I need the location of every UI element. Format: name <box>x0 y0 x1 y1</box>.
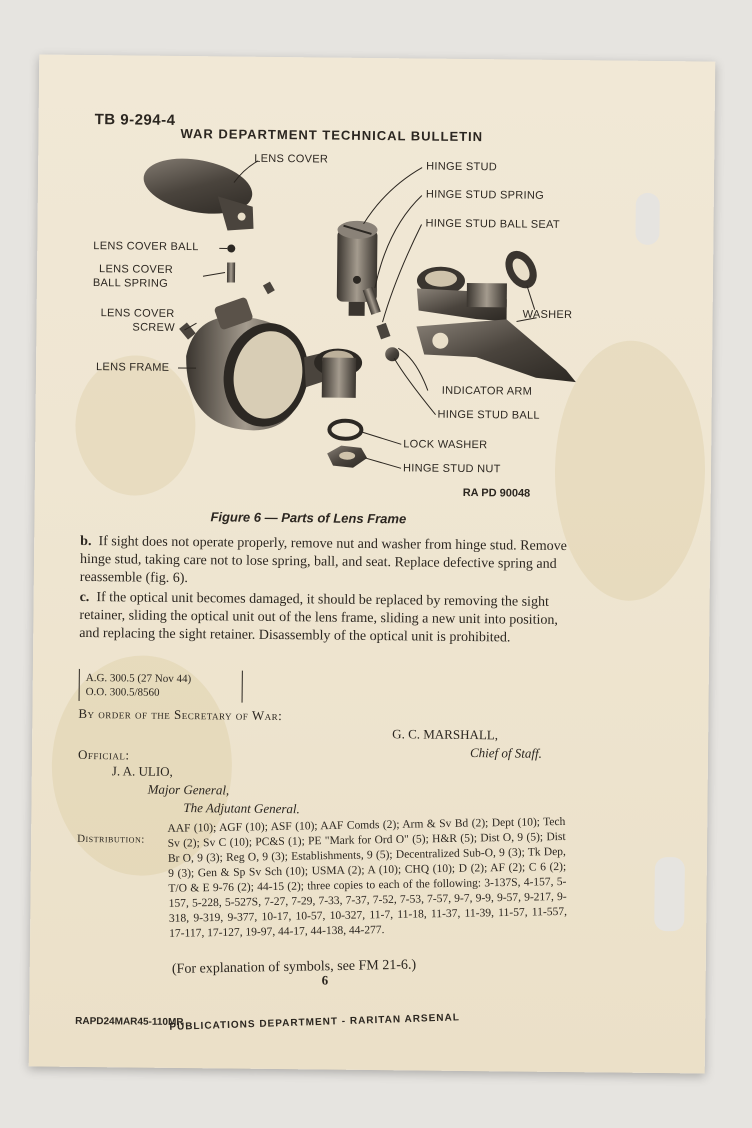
figure-caption: Figure 6 — Parts of Lens Frame <box>210 509 407 527</box>
lens-cover-ball-shape <box>227 244 235 252</box>
bulletin-code: TB 9-294-4 <box>94 111 176 129</box>
lens-cover-spring-shape <box>227 262 235 282</box>
label-lens-cover-ball-spring-line2: BALL SPRING <box>92 277 169 290</box>
paragraph-c-letter: c. <box>79 589 90 606</box>
indicator-arm-shape <box>416 266 577 382</box>
label-lens-frame: LENS FRAME <box>95 361 170 374</box>
by-order-line: By order of the Secretary of War: <box>78 705 283 724</box>
distribution-label: Distribution: <box>77 832 145 846</box>
parts-diagram <box>34 54 715 531</box>
paragraph-b-text: If sight does not operate properly, remove nut and washer from hinge stud. Remove hinge stud, taking care not to lose spring, ball, and seat. Replace defective spring and reassemble (fig. 6). <box>79 534 567 587</box>
label-washer: WASHER <box>522 308 573 322</box>
label-lens-cover-screw-line2: SCREW <box>132 321 175 334</box>
paragraph-b-letter: b. <box>80 533 92 550</box>
official-rank: Major General, <box>147 781 230 798</box>
print-code: RAPD24MAR45-110MR <box>75 1015 184 1029</box>
reference-line-2: O.O. 300.5/8560 <box>85 686 160 699</box>
official-label: Official: <box>77 746 130 763</box>
label-lock-washer: LOCK WASHER <box>403 438 488 452</box>
lens-frame-shape <box>185 296 362 434</box>
lock-washer-shape <box>329 421 361 439</box>
symbols-explanation: (For explanation of symbols, see FM 21-6.) <box>171 957 417 977</box>
label-hinge-stud-ball: HINGE STUD BALL <box>437 408 540 422</box>
hinge-stud-ball-shape <box>385 347 399 361</box>
official-name: J. A. ULIO, <box>111 763 173 779</box>
label-lens-cover-ball-spring-line1: LENS COVER <box>99 263 174 276</box>
label-hinge-stud-nut: HINGE STUD NUT <box>402 462 501 476</box>
lens-cover-shape <box>139 150 257 230</box>
hinge-stud-ball-seat-shape <box>376 323 390 340</box>
hinge-stud-nut-shape <box>327 446 367 468</box>
official-title: The Adjutant General. <box>183 800 300 817</box>
paragraph-c-text: If the optical unit becomes damaged, it should be replaced by removing the sight retainer, sliding the optical unit out of the lens frame, sliding a new unit into position, and replacing the sight retainer. Disassembly of the optical unit is prohibited. <box>79 590 558 646</box>
page-number: 6 <box>321 972 329 988</box>
reference-block <box>79 669 243 703</box>
distribution-list: AAF (10); AGF (10); ASF (10); AAF Comds (2); Arm & Sv Bd (2); Dept (10); Tech Sv (2); Sv C (10); PC&S (1); PE "Mark for Ord O" (5); H&R (5); Dist O, 9 (5); Dist Br O, 9 (3); Reg O, 9 (3); Establishments, 9 (5); Decentralized Sub-O, 9 (3); Tk Dep, 9 (3); Gen & Sp Sv Sch (10); USMA (2); A (10); CHQ (10); D (2); AF (2); C 6 (2); T/O & E 9-76 (2); 44-15 (2); three copies to each of the following: 3-137S, 4-157, 5-157, 5-228, 5-527S, 7-27, 7-29, 7-33, 7-37, 7-52, 7-53, 7-57, 9-7, 9-9, 9-57, 9-217, 9-318, 9-319, 9-377, 10-17, 10-57, 10-327, 11-7, 11-18, 11-37, 11-39, 11-57, 11-557, 17-117, 17-127, 19-97, 44-17, 44-138, 44-277. <box>167 815 568 940</box>
label-hinge-stud: HINGE STUD <box>426 160 498 174</box>
reference-line-1: A.G. 300.5 (27 Nov 44) <box>85 672 192 686</box>
signer-name: G. C. MARSHALL, <box>392 726 499 743</box>
label-lens-cover-screw-line1: LENS COVER <box>100 307 175 320</box>
label-lens-cover: LENS COVER <box>254 152 329 166</box>
label-indicator-arm: INDICATOR ARM <box>441 384 533 398</box>
label-hinge-stud-ball-seat: HINGE STUD BALL SEAT <box>425 217 560 231</box>
binder-tab-notch <box>654 857 685 931</box>
small-screw-shape <box>263 282 275 295</box>
publisher-line: PUBLICATIONS DEPARTMENT - RARITAN ARSENAL <box>169 1012 461 1033</box>
signer-title: Chief of Staff. <box>469 745 542 761</box>
figure-ra-number: RA PD 90048 <box>462 486 531 500</box>
paragraph-b <box>80 533 581 592</box>
label-hinge-stud-spring: HINGE STUD SPRING <box>425 188 545 202</box>
bulletin-title: WAR DEPARTMENT TECHNICAL BULLETIN <box>180 125 484 145</box>
bulletin-page <box>29 54 716 1073</box>
paragraph-c <box>79 589 580 648</box>
label-lens-cover-ball: LENS COVER BALL <box>93 240 199 254</box>
